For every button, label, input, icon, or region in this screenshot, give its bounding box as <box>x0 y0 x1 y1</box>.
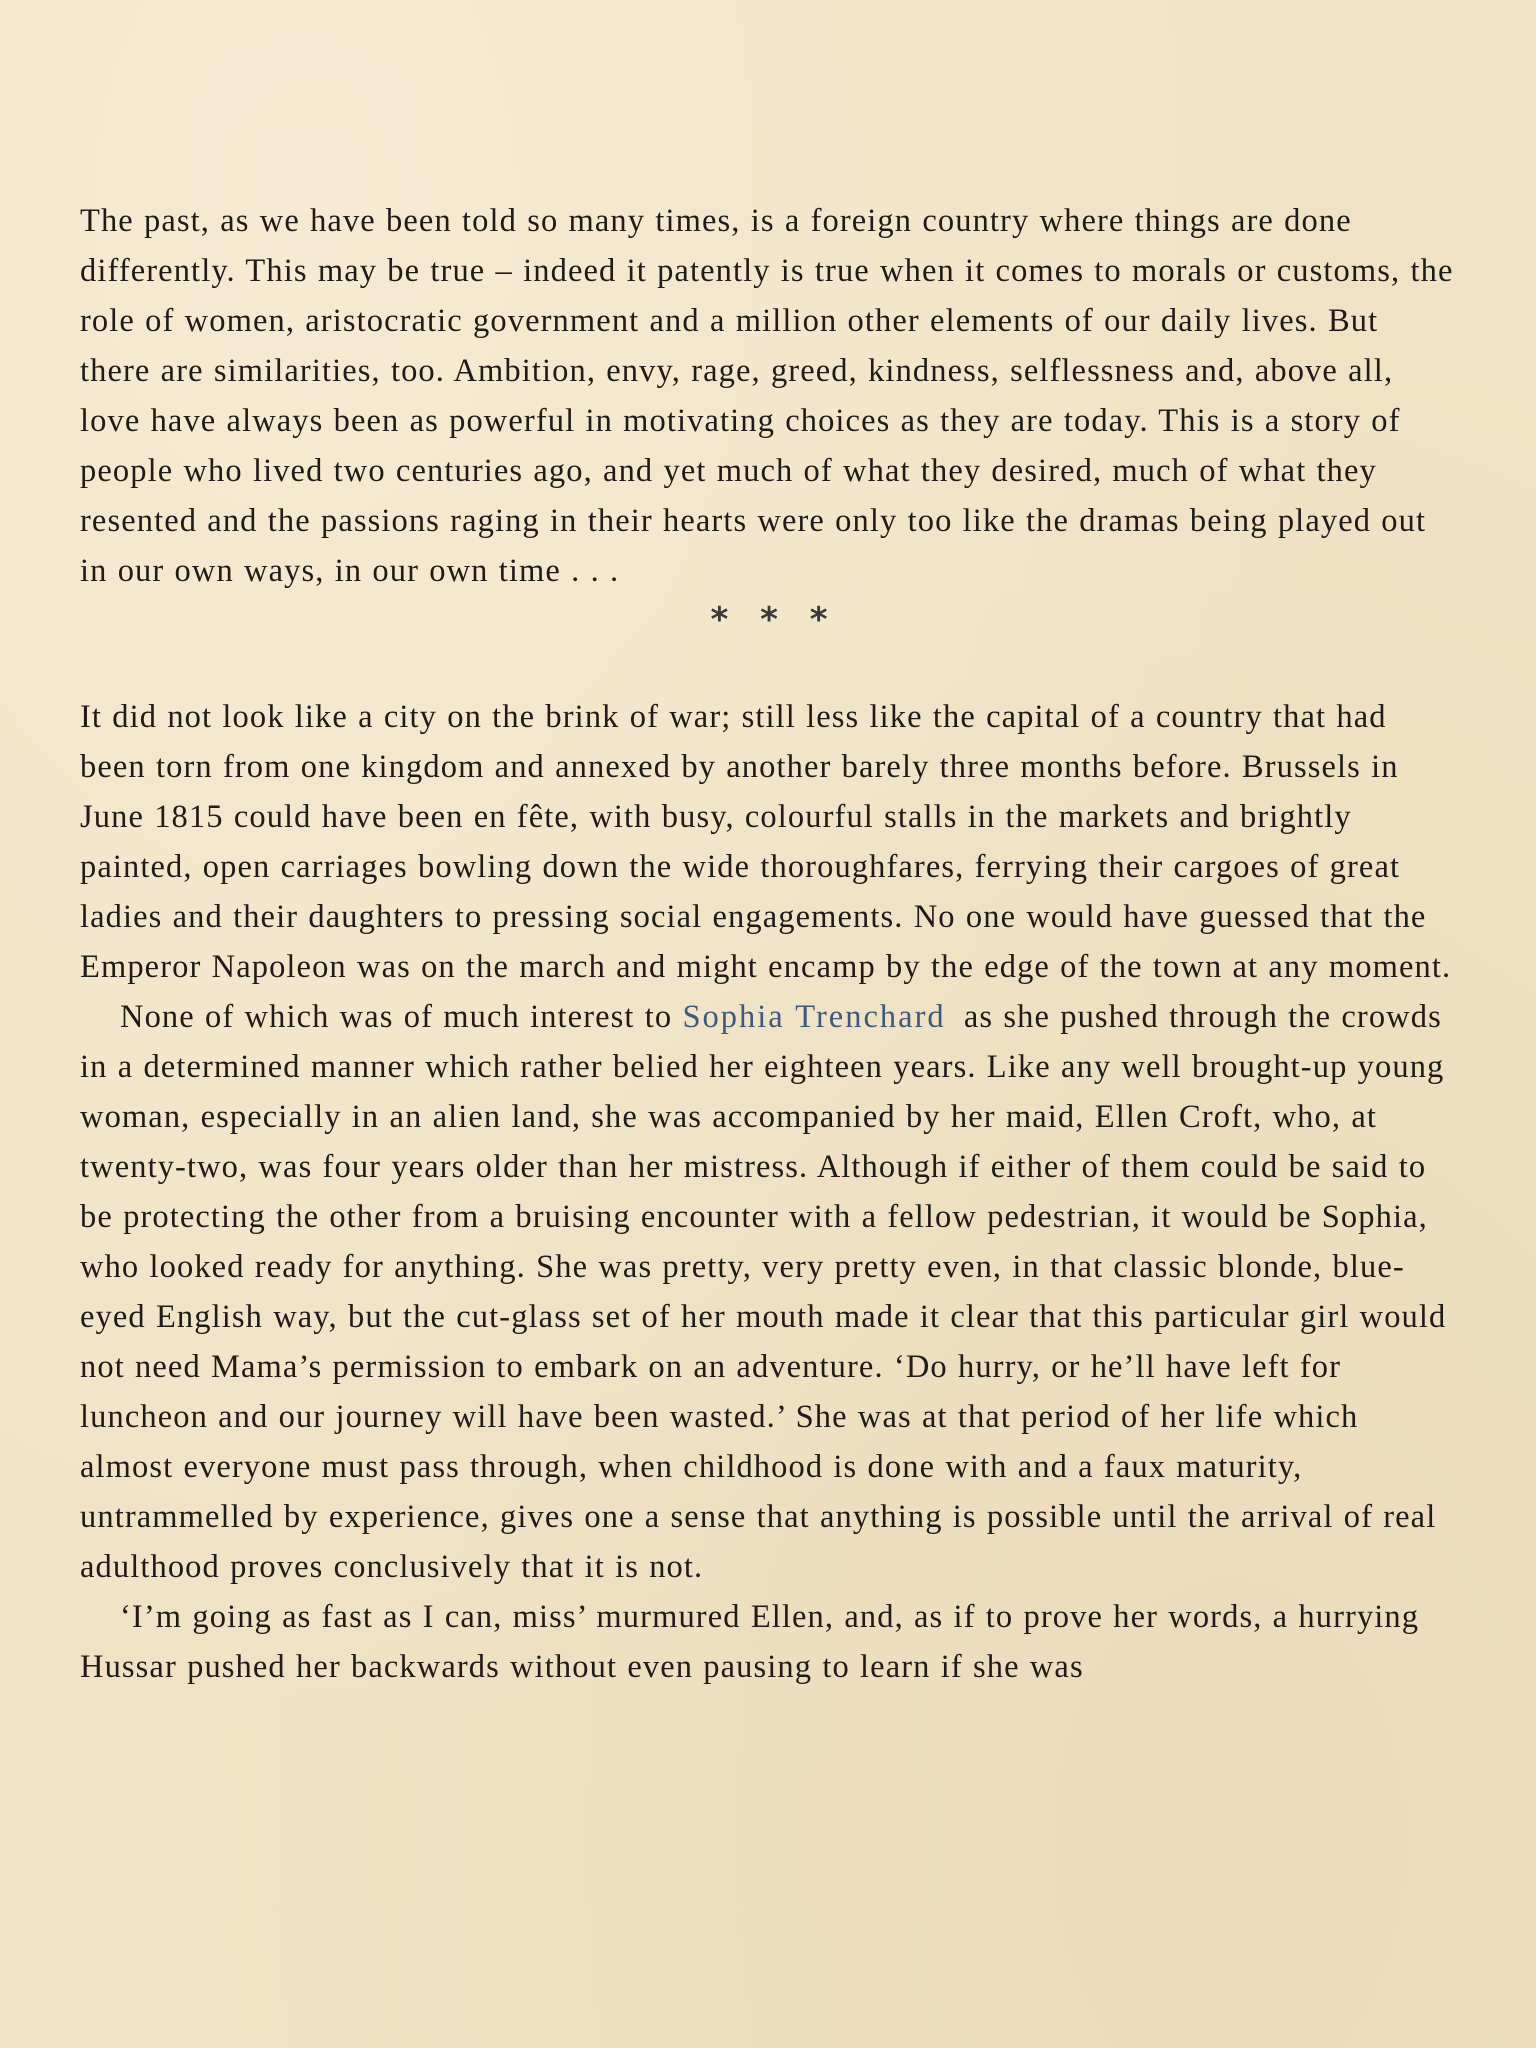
chapter-paragraph-1: It did not look like a city on the brink of war; still less like the capital of a country that had been torn from one kingdom and annexed by another barely three months before. Brussels in June 1815 could have been en fête, with busy, colourful stalls in the markets and brightly painted, open carriages bowling down the wide thoroughfares, ferrying their cargoes of great ladies and their daughters to pressing social engagements. No one would have guessed that the Emperor Napoleon was on the march and might encamp by the edge of the town at any moment. <box>80 699 1452 985</box>
prologue-paragraph: The past, as we have been told so many times, is a foreign country where things are done differently. This may be true – indeed it patently is true when it comes to morals or customs, the role of women, aristocratic government and a million other elements of our daily lives. But there are similarities, too. Ambition, envy, rage, greed, kindness, selflessness and, above all, love have always been as powerful in motivating choices as they are today. This is a story of people who lived two centuries ago, and yet much of what they desired, much of what they resented and the passions raging in their hearts were only too like the dramas being played out in our own ways, in our own time . . . <box>80 203 1454 589</box>
paragraph-2-text-before: None of which was of much interest to <box>120 999 683 1035</box>
book-page <box>80 196 1458 1692</box>
section-separator: * * * <box>710 600 838 640</box>
paragraph-2-text-after: as she pushed through the crowds in a determined manner which rather belied her eighteen years. Like any well brought-up young woman, especially in an alien land, she was accompanied by her maid, Ellen Croft, who, at twenty-two, was four years older than her mistress. Although if either of them could be said to be protecting the other from a bruising encounter with a fellow pedestrian, it would be Sophia, who looked ready for anything. She was pretty, very pretty even, in that classic blonde, blue-eyed English way, but the cut-glass set of her mouth made it clear that this particular girl would not need Mama’s permission to embark on an adventure. ‘Do hurry, or he’ll have left for luncheon and our journey will have been wasted.’ She was at that period of her life which almost everyone must pass through, when childhood is done with and a faux maturity, untrammelled by experience, gives one a sense that anything is possible until the arrival of real adulthood proves conclusively that it is not. <box>80 999 1447 1585</box>
character-link-sophia-trenchard[interactable]: Sophia Trenchard <box>682 999 946 1035</box>
chapter-paragraph-3: ‘I’m going as fast as I can, miss’ murmured Ellen, and, as if to prove her words, a hurrying Hussar pushed her backwards without even pausing to learn if she was <box>80 1599 1420 1685</box>
chapter-paragraph-2 <box>80 992 1458 1592</box>
